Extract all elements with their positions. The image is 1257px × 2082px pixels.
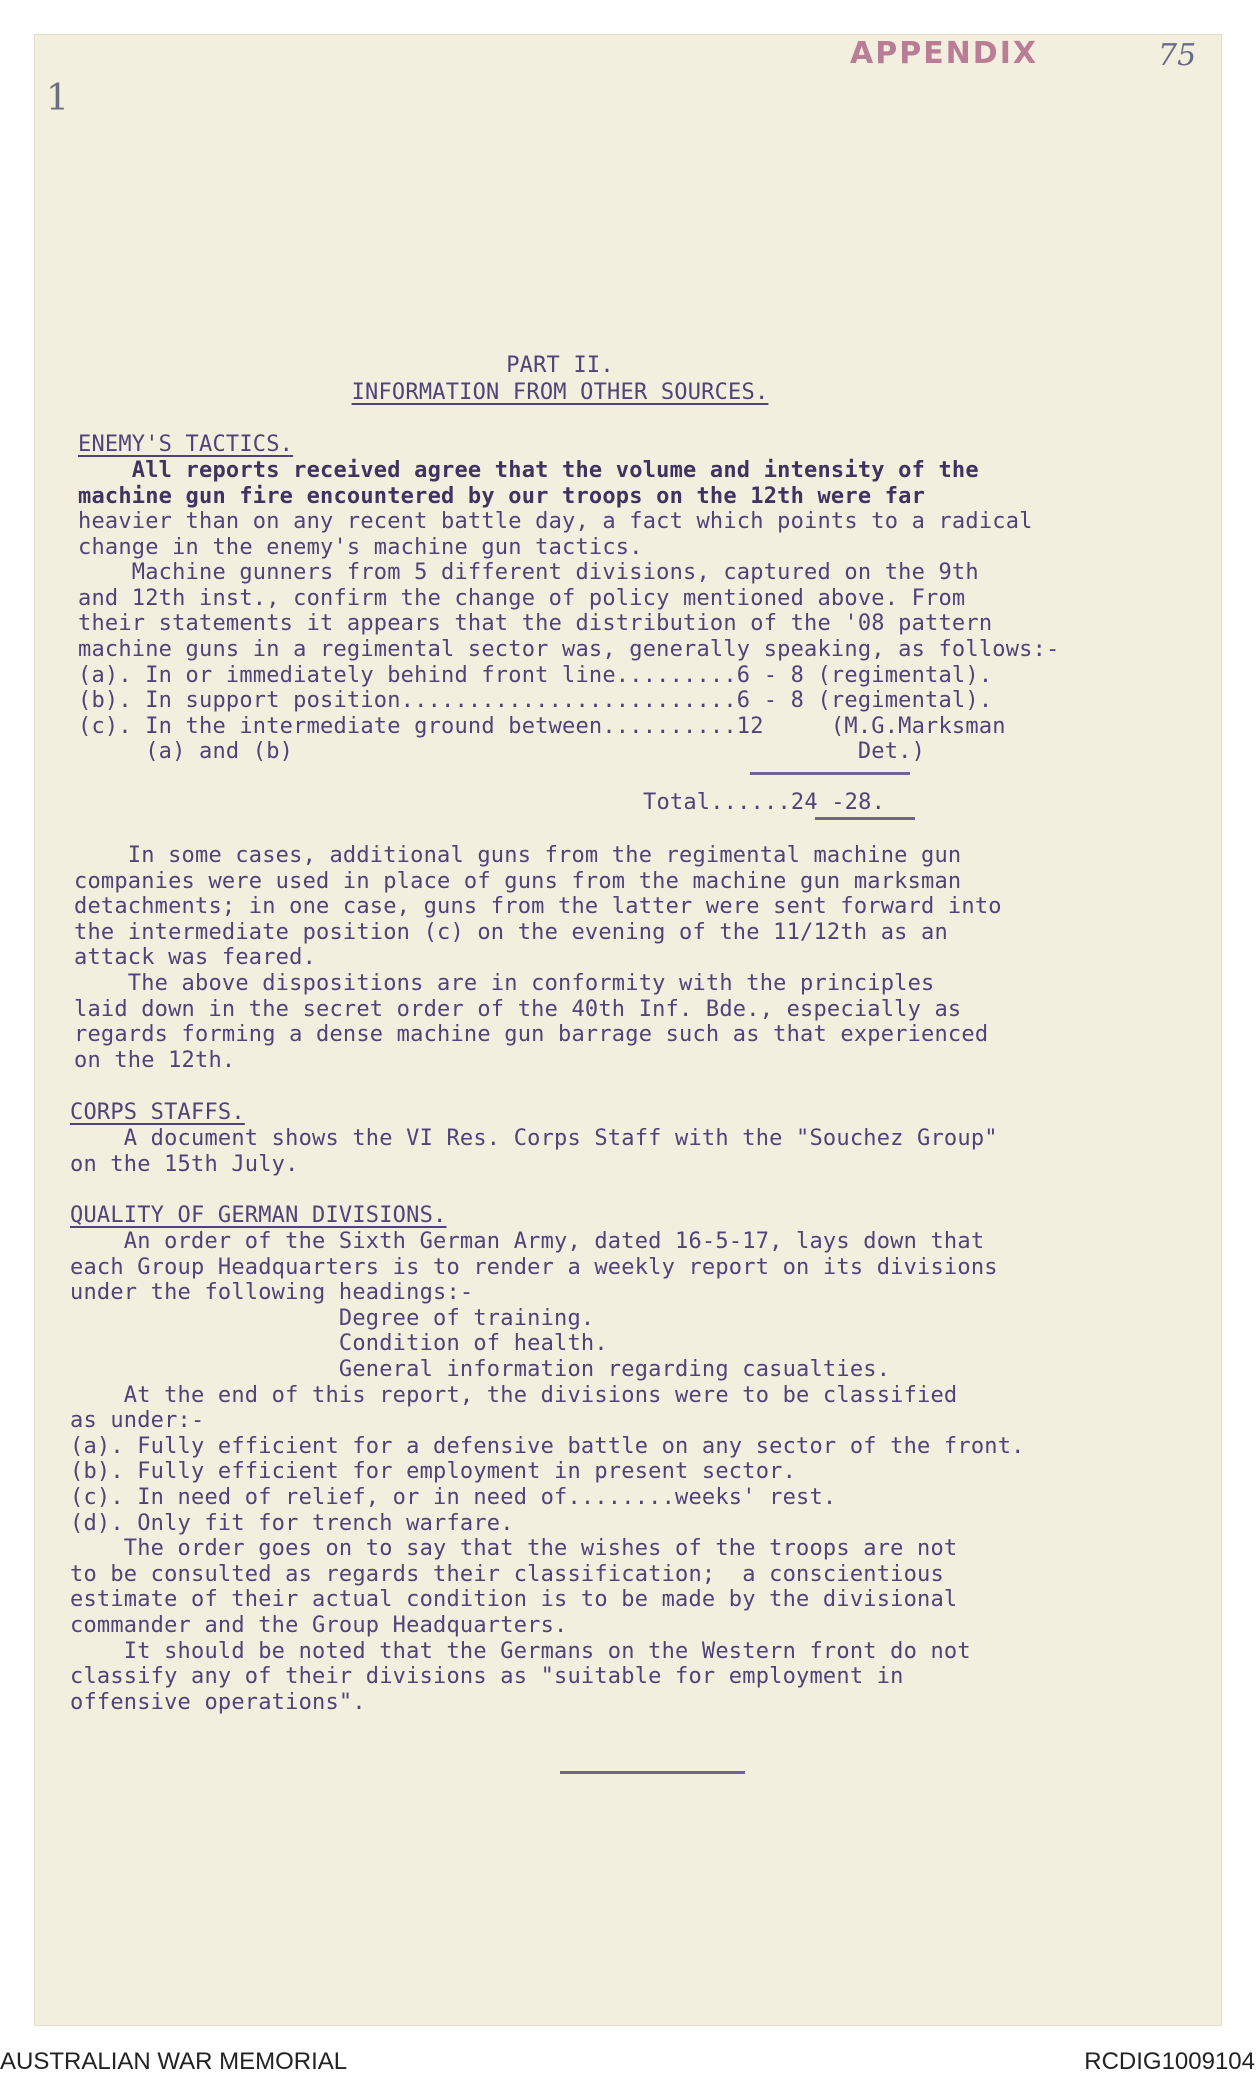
total-line: Total......24 -28. bbox=[643, 790, 886, 815]
text-line: laid down in the secret order of the 40th Inf. Bde., especially as bbox=[74, 996, 962, 1022]
footer-right: RCDIG1009104 bbox=[1084, 2048, 1255, 2075]
text-line: (b). In support position.........................6 - 8 (regimental). bbox=[78, 688, 993, 714]
text-line: as under:- bbox=[70, 1408, 205, 1434]
text-line: (d). Only fit for trench warfare. bbox=[70, 1510, 514, 1536]
text-line: the intermediate position (c) on the evening of the 11/12th as an bbox=[74, 919, 948, 945]
text-line: (b). Fully efficient for employment in present sector. bbox=[70, 1459, 797, 1485]
enemy-tactics-lead bbox=[78, 458, 979, 509]
text-line: A document shows the VI Res. Corps Staff with the "Souchez Group" bbox=[70, 1126, 998, 1151]
corps-staffs-body bbox=[70, 1126, 998, 1177]
text-line: General information regarding casualties. bbox=[70, 1356, 891, 1382]
text-line: attack was feared. bbox=[74, 945, 317, 971]
text-line: under the following headings:- bbox=[70, 1280, 474, 1306]
corps-staffs-heading: CORPS STAFFS. bbox=[70, 1100, 245, 1125]
text-line: their statements it appears that the distribution of the '08 pattern bbox=[78, 611, 993, 637]
text-line: commander and the Group Headquarters. bbox=[70, 1612, 568, 1638]
text-line: (c). In need of relief, or in need of........weeks' rest. bbox=[70, 1484, 837, 1510]
text-line: (a). Fully efficient for a defensive battle on any sector of the front. bbox=[70, 1433, 1025, 1459]
text-line: Condition of health. bbox=[70, 1331, 608, 1357]
part-subheading: INFORMATION FROM OTHER SOURCES. bbox=[351, 380, 769, 405]
text-line: An order of the Sixth German Army, dated 16-5-17, lays down that bbox=[70, 1229, 985, 1254]
text-line: The order goes on to say that the wishes of the troops are not bbox=[70, 1536, 958, 1562]
text-line: classify any of their divisions as "suitable for employment in bbox=[70, 1664, 904, 1690]
text-line: (c). In the intermediate ground between..........12 (M.G.Marksman bbox=[78, 713, 1006, 739]
text-line: companies were used in place of guns from the machine gun marksman bbox=[74, 868, 962, 894]
text-line: heavier than on any recent battle day, a fact which points to a radical bbox=[78, 509, 1033, 534]
text-line: All reports received agree that the volume and intensity of the bbox=[78, 458, 979, 483]
folio-number: 75 bbox=[1158, 38, 1197, 73]
appendix-stamp: APPENDIX bbox=[850, 36, 1038, 71]
text-line: estimate of their actual condition is to be made by the divisional bbox=[70, 1587, 958, 1613]
text-line: to be consulted as regards their classification; a conscientious bbox=[70, 1561, 944, 1587]
text-line: detachments; in one case, guns from the latter were sent forward into bbox=[74, 894, 1002, 920]
text-line: and 12th inst., confirm the change of policy mentioned above. From bbox=[78, 585, 966, 611]
text-line: Degree of training. bbox=[70, 1305, 595, 1331]
text-line: each Group Headquarters is to render a weekly report on its divisions bbox=[70, 1254, 998, 1280]
quality-heading: QUALITY OF GERMAN DIVISIONS. bbox=[70, 1203, 447, 1228]
text-line: (a). In or immediately behind front line.........6 - 8 (regimental). bbox=[78, 662, 993, 688]
text-line: At the end of this report, the divisions were to be classified bbox=[70, 1382, 958, 1408]
text-line: machine gun fire encountered by our troops on the 12th were far bbox=[78, 483, 926, 509]
text-line: change in the enemy's machine gun tactics. bbox=[78, 534, 643, 560]
text-line: regards forming a dense machine gun barrage such as that experienced bbox=[74, 1022, 989, 1048]
sum-rule bbox=[750, 772, 910, 775]
quality-body bbox=[70, 1229, 1025, 1715]
text-line: on the 12th. bbox=[74, 1047, 236, 1073]
end-rule bbox=[560, 1771, 745, 1774]
part-heading: PART II. bbox=[506, 353, 614, 378]
text-line: It should be noted that the Germans on the Western front do not bbox=[70, 1638, 971, 1664]
text-line: machine guns in a regimental sector was, generally speaking, as follows:- bbox=[78, 636, 1060, 662]
text-line: In some cases, additional guns from the regimental machine gun bbox=[74, 843, 962, 868]
text-line: Machine gunners from 5 different divisions, captured on the 9th bbox=[78, 560, 979, 586]
enemy-tactics-heading: ENEMY'S TACTICS. bbox=[78, 432, 294, 457]
enemy-tactics-body bbox=[78, 509, 1060, 765]
total-rule bbox=[815, 817, 915, 820]
text-line: The above dispositions are in conformity with the principles bbox=[74, 970, 935, 996]
text-line: offensive operations". bbox=[70, 1689, 366, 1715]
enemy-tactics-body-2 bbox=[74, 843, 1002, 1073]
corner-mark: 1 bbox=[46, 78, 69, 119]
text-line: (a) and (b) Det.) bbox=[78, 739, 926, 765]
footer-left: AUSTRALIAN WAR MEMORIAL bbox=[0, 2048, 348, 2075]
text-line: on the 15th July. bbox=[70, 1151, 299, 1177]
